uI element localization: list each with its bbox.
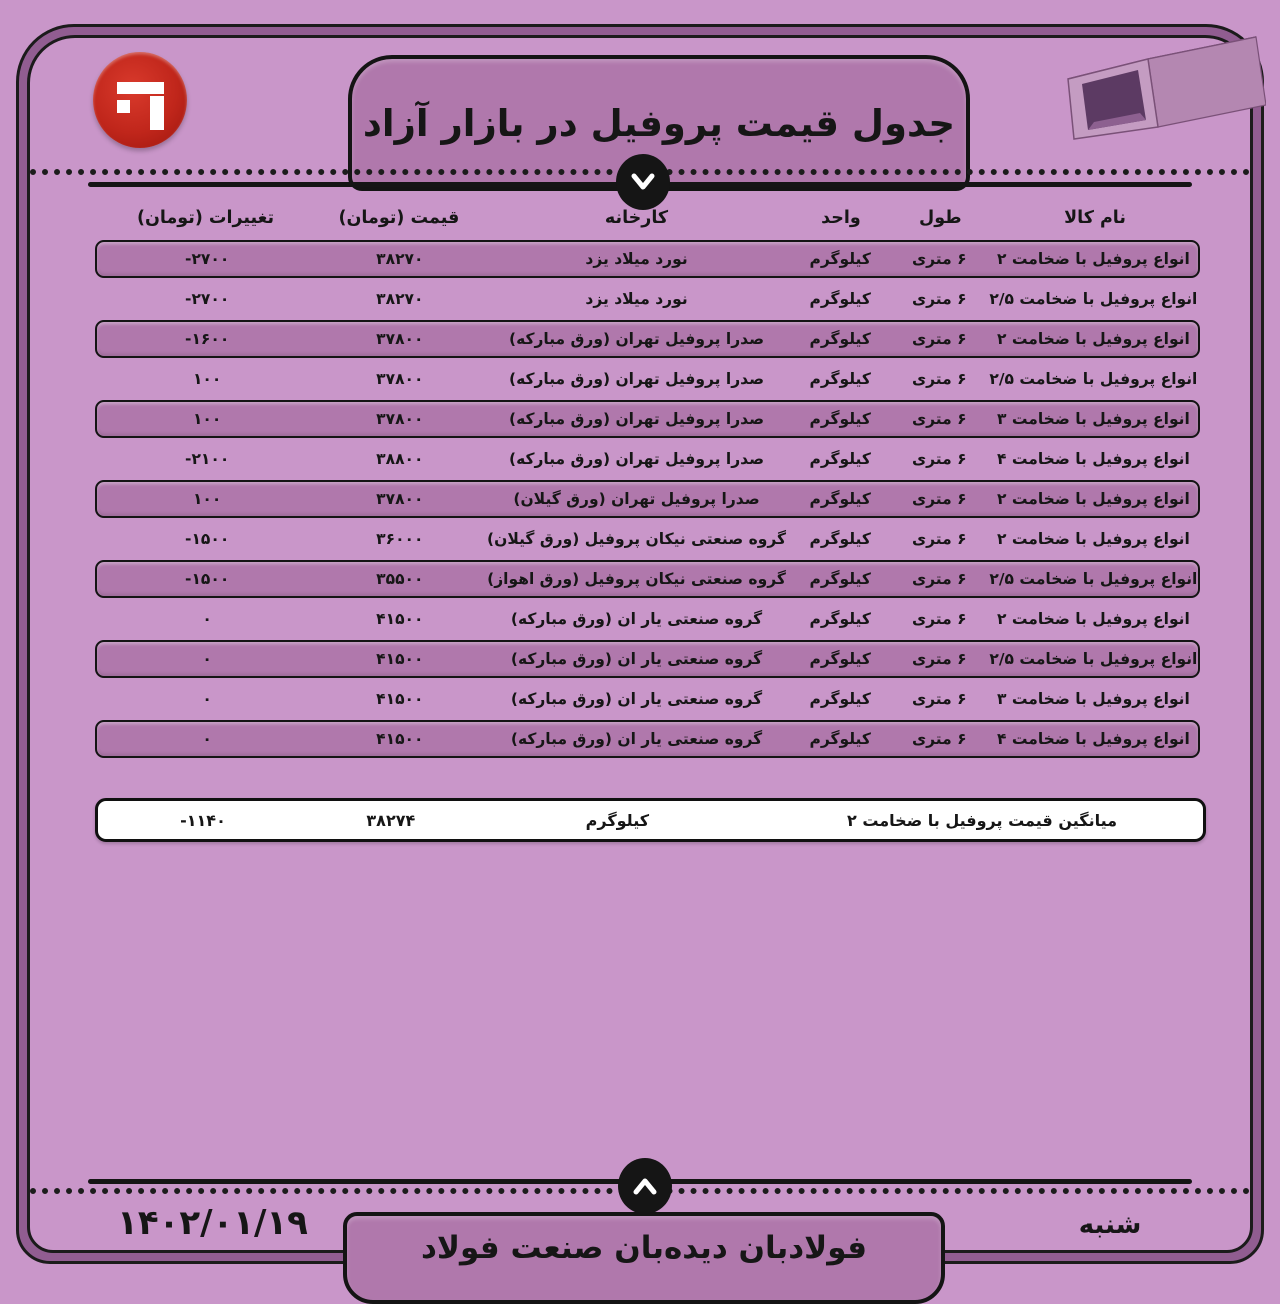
column-header-factory: کارخانه bbox=[604, 208, 669, 228]
table-row bbox=[95, 720, 1200, 758]
brand-title: فولادبان دیده‌بان صنعت فولاد bbox=[421, 1230, 867, 1266]
cell-unit: کیلوگرم bbox=[809, 650, 871, 668]
cell-length: ۶ متری bbox=[911, 490, 967, 508]
summary-change: -۱۱۴۰ bbox=[180, 810, 226, 830]
column-header-product: نام کالا bbox=[1064, 208, 1126, 228]
cell-unit: کیلوگرم bbox=[809, 530, 871, 548]
cell-factory: صدرا پروفیل تهران (ورق مبارکه) bbox=[508, 330, 765, 348]
table-row bbox=[95, 480, 1200, 518]
cell-product-name: انواع پروفیل با ضخامت ۲ bbox=[996, 610, 1190, 628]
cell-price: ۳۷۸۰۰ bbox=[376, 410, 424, 428]
cell-factory: گروه صنعتی یار ان (ورق مبارکه) bbox=[510, 690, 763, 708]
cell-unit: کیلوگرم bbox=[809, 290, 871, 308]
table-column-headers bbox=[95, 203, 1200, 233]
cell-price: ۳۶۰۰۰ bbox=[376, 530, 424, 548]
column-header-change: تغییرات (تومان) bbox=[136, 208, 275, 228]
summary-price: ۳۸۲۷۴ bbox=[366, 810, 416, 830]
cell-change: -۱۵۰۰ bbox=[185, 570, 230, 588]
table-row bbox=[95, 400, 1200, 438]
cell-product-name: انواع پروفیل با ضخامت ۴ bbox=[996, 450, 1190, 468]
cell-factory: صدرا پروفیل تهران (ورق گیلان) bbox=[513, 490, 760, 508]
cell-change: ۱۰۰ bbox=[192, 490, 222, 508]
cell-price: ۳۷۸۰۰ bbox=[376, 330, 424, 348]
cell-price: ۳۸۸۰۰ bbox=[376, 450, 424, 468]
table-row bbox=[95, 560, 1200, 598]
column-header-unit: واحد bbox=[821, 208, 861, 228]
cell-change: ۰ bbox=[202, 610, 212, 628]
cell-product-name: انواع پروفیل با ضخامت ۲ bbox=[996, 530, 1190, 548]
cell-change: -۱۵۰۰ bbox=[185, 530, 230, 548]
cell-product-name: انواع پروفیل با ضخامت ۲/۵ bbox=[989, 570, 1198, 588]
cell-length: ۶ متری bbox=[911, 330, 967, 348]
date-label: ۱۴۰۲/۰۱/۱۹ bbox=[117, 1203, 308, 1243]
cell-unit: کیلوگرم bbox=[809, 250, 871, 268]
cell-unit: کیلوگرم bbox=[809, 730, 871, 748]
cell-factory: صدرا پروفیل تهران (ورق مبارکه) bbox=[508, 410, 765, 428]
cell-length: ۶ متری bbox=[911, 250, 967, 268]
cell-price: ۴۱۵۰۰ bbox=[376, 610, 424, 628]
cell-length: ۶ متری bbox=[911, 610, 967, 628]
cell-price: ۳۷۸۰۰ bbox=[376, 490, 424, 508]
cell-length: ۶ متری bbox=[911, 650, 967, 668]
cell-price: ۴۱۵۰۰ bbox=[376, 730, 424, 748]
price-table bbox=[95, 240, 1200, 760]
cell-price: ۴۱۵۰۰ bbox=[376, 690, 424, 708]
cell-unit: کیلوگرم bbox=[809, 450, 871, 468]
cell-unit: کیلوگرم bbox=[809, 570, 871, 588]
cell-factory: گروه صنعتی یار ان (ورق مبارکه) bbox=[510, 730, 763, 748]
cell-factory: نورد میلاد یزد bbox=[585, 250, 688, 268]
cell-price: ۳۸۲۷۰ bbox=[376, 250, 424, 268]
summary-row bbox=[95, 798, 1206, 842]
chevron-down-icon bbox=[628, 171, 658, 193]
cell-length: ۶ متری bbox=[911, 730, 967, 748]
cell-factory: نورد میلاد یزد bbox=[585, 290, 688, 308]
table-row bbox=[95, 360, 1200, 398]
steel-tube-image bbox=[1056, 26, 1266, 168]
cell-unit: کیلوگرم bbox=[809, 410, 871, 428]
column-header-price: قیمت (تومان) bbox=[338, 208, 460, 228]
cell-product-name: انواع پروفیل با ضخامت ۲/۵ bbox=[989, 650, 1198, 668]
table-row bbox=[95, 600, 1200, 638]
cell-factory: گروه صنعتی نیکان پروفیل (ورق اهواز) bbox=[487, 570, 786, 588]
table-row bbox=[95, 280, 1200, 318]
cell-product-name: انواع پروفیل با ضخامت ۲ bbox=[996, 490, 1190, 508]
cell-factory: گروه صنعتی یار ان (ورق مبارکه) bbox=[510, 610, 763, 628]
cell-product-name: انواع پروفیل با ضخامت ۴ bbox=[996, 730, 1190, 748]
cell-change: ۱۰۰ bbox=[192, 370, 222, 388]
chevron-up-icon bbox=[630, 1175, 660, 1197]
cell-product-name: انواع پروفیل با ضخامت ۲ bbox=[996, 250, 1190, 268]
cell-product-name: انواع پروفیل با ضخامت ۲/۵ bbox=[989, 290, 1198, 308]
cell-length: ۶ متری bbox=[911, 570, 967, 588]
cell-length: ۶ متری bbox=[911, 410, 967, 428]
page-title: جدول قیمت پروفیل در بازار آزاد bbox=[362, 101, 956, 145]
logo-vbar-shape bbox=[150, 96, 164, 130]
table-row bbox=[95, 320, 1200, 358]
table-row bbox=[95, 680, 1200, 718]
cell-length: ۶ متری bbox=[911, 370, 967, 388]
weekday-label: شنبه bbox=[1078, 1210, 1142, 1240]
cell-price: ۳۸۲۷۰ bbox=[376, 290, 424, 308]
cell-change: -۱۶۰۰ bbox=[185, 330, 230, 348]
cell-change: -۲۷۰۰ bbox=[185, 290, 230, 308]
cell-factory: گروه صنعتی نیکان پروفیل (ورق گیلان) bbox=[487, 530, 787, 548]
cell-price: ۳۷۸۰۰ bbox=[376, 370, 424, 388]
cell-length: ۶ متری bbox=[911, 530, 967, 548]
cell-change: -۲۷۰۰ bbox=[185, 250, 230, 268]
cell-change: ۰ bbox=[202, 690, 212, 708]
divider-circle-top bbox=[616, 154, 670, 210]
cell-product-name: انواع پروفیل با ضخامت ۳ bbox=[996, 690, 1190, 708]
cell-unit: کیلوگرم bbox=[809, 490, 871, 508]
cell-change: ۱۰۰ bbox=[192, 410, 222, 428]
cell-length: ۶ متری bbox=[911, 450, 967, 468]
cell-unit: کیلوگرم bbox=[809, 370, 871, 388]
cell-length: ۶ متری bbox=[911, 690, 967, 708]
cell-change: ۰ bbox=[202, 730, 212, 748]
fooladban-logo-icon bbox=[93, 52, 187, 148]
cell-product-name: انواع پروفیل با ضخامت ۳ bbox=[996, 410, 1190, 428]
summary-unit: کیلوگرم bbox=[585, 810, 650, 830]
cell-unit: کیلوگرم bbox=[809, 330, 871, 348]
cell-length: ۶ متری bbox=[911, 290, 967, 308]
logo-hbar-shape bbox=[117, 82, 165, 94]
cell-unit: کیلوگرم bbox=[809, 610, 871, 628]
table-row bbox=[95, 440, 1200, 478]
cell-change: -۲۱۰۰ bbox=[185, 450, 230, 468]
table-row bbox=[95, 240, 1200, 278]
divider-circle-bottom bbox=[618, 1158, 672, 1214]
cell-price: ۳۵۵۰۰ bbox=[376, 570, 424, 588]
cell-factory: گروه صنعتی یار ان (ورق مبارکه) bbox=[510, 650, 763, 668]
brand-banner bbox=[343, 1212, 945, 1304]
logo-square-shape bbox=[117, 100, 130, 113]
cell-price: ۴۱۵۰۰ bbox=[376, 650, 424, 668]
table-row bbox=[95, 520, 1200, 558]
cell-product-name: انواع پروفیل با ضخامت ۲/۵ bbox=[989, 370, 1198, 388]
cell-unit: کیلوگرم bbox=[809, 690, 871, 708]
summary-name: میانگین قیمت پروفیل با ضخامت ۲ bbox=[846, 810, 1118, 830]
cell-factory: صدرا پروفیل تهران (ورق مبارکه) bbox=[508, 450, 765, 468]
column-header-length: طول bbox=[919, 208, 962, 228]
table-row bbox=[95, 640, 1200, 678]
cell-factory: صدرا پروفیل تهران (ورق مبارکه) bbox=[508, 370, 765, 388]
cell-change: ۰ bbox=[202, 650, 212, 668]
cell-product-name: انواع پروفیل با ضخامت ۲ bbox=[996, 330, 1190, 348]
